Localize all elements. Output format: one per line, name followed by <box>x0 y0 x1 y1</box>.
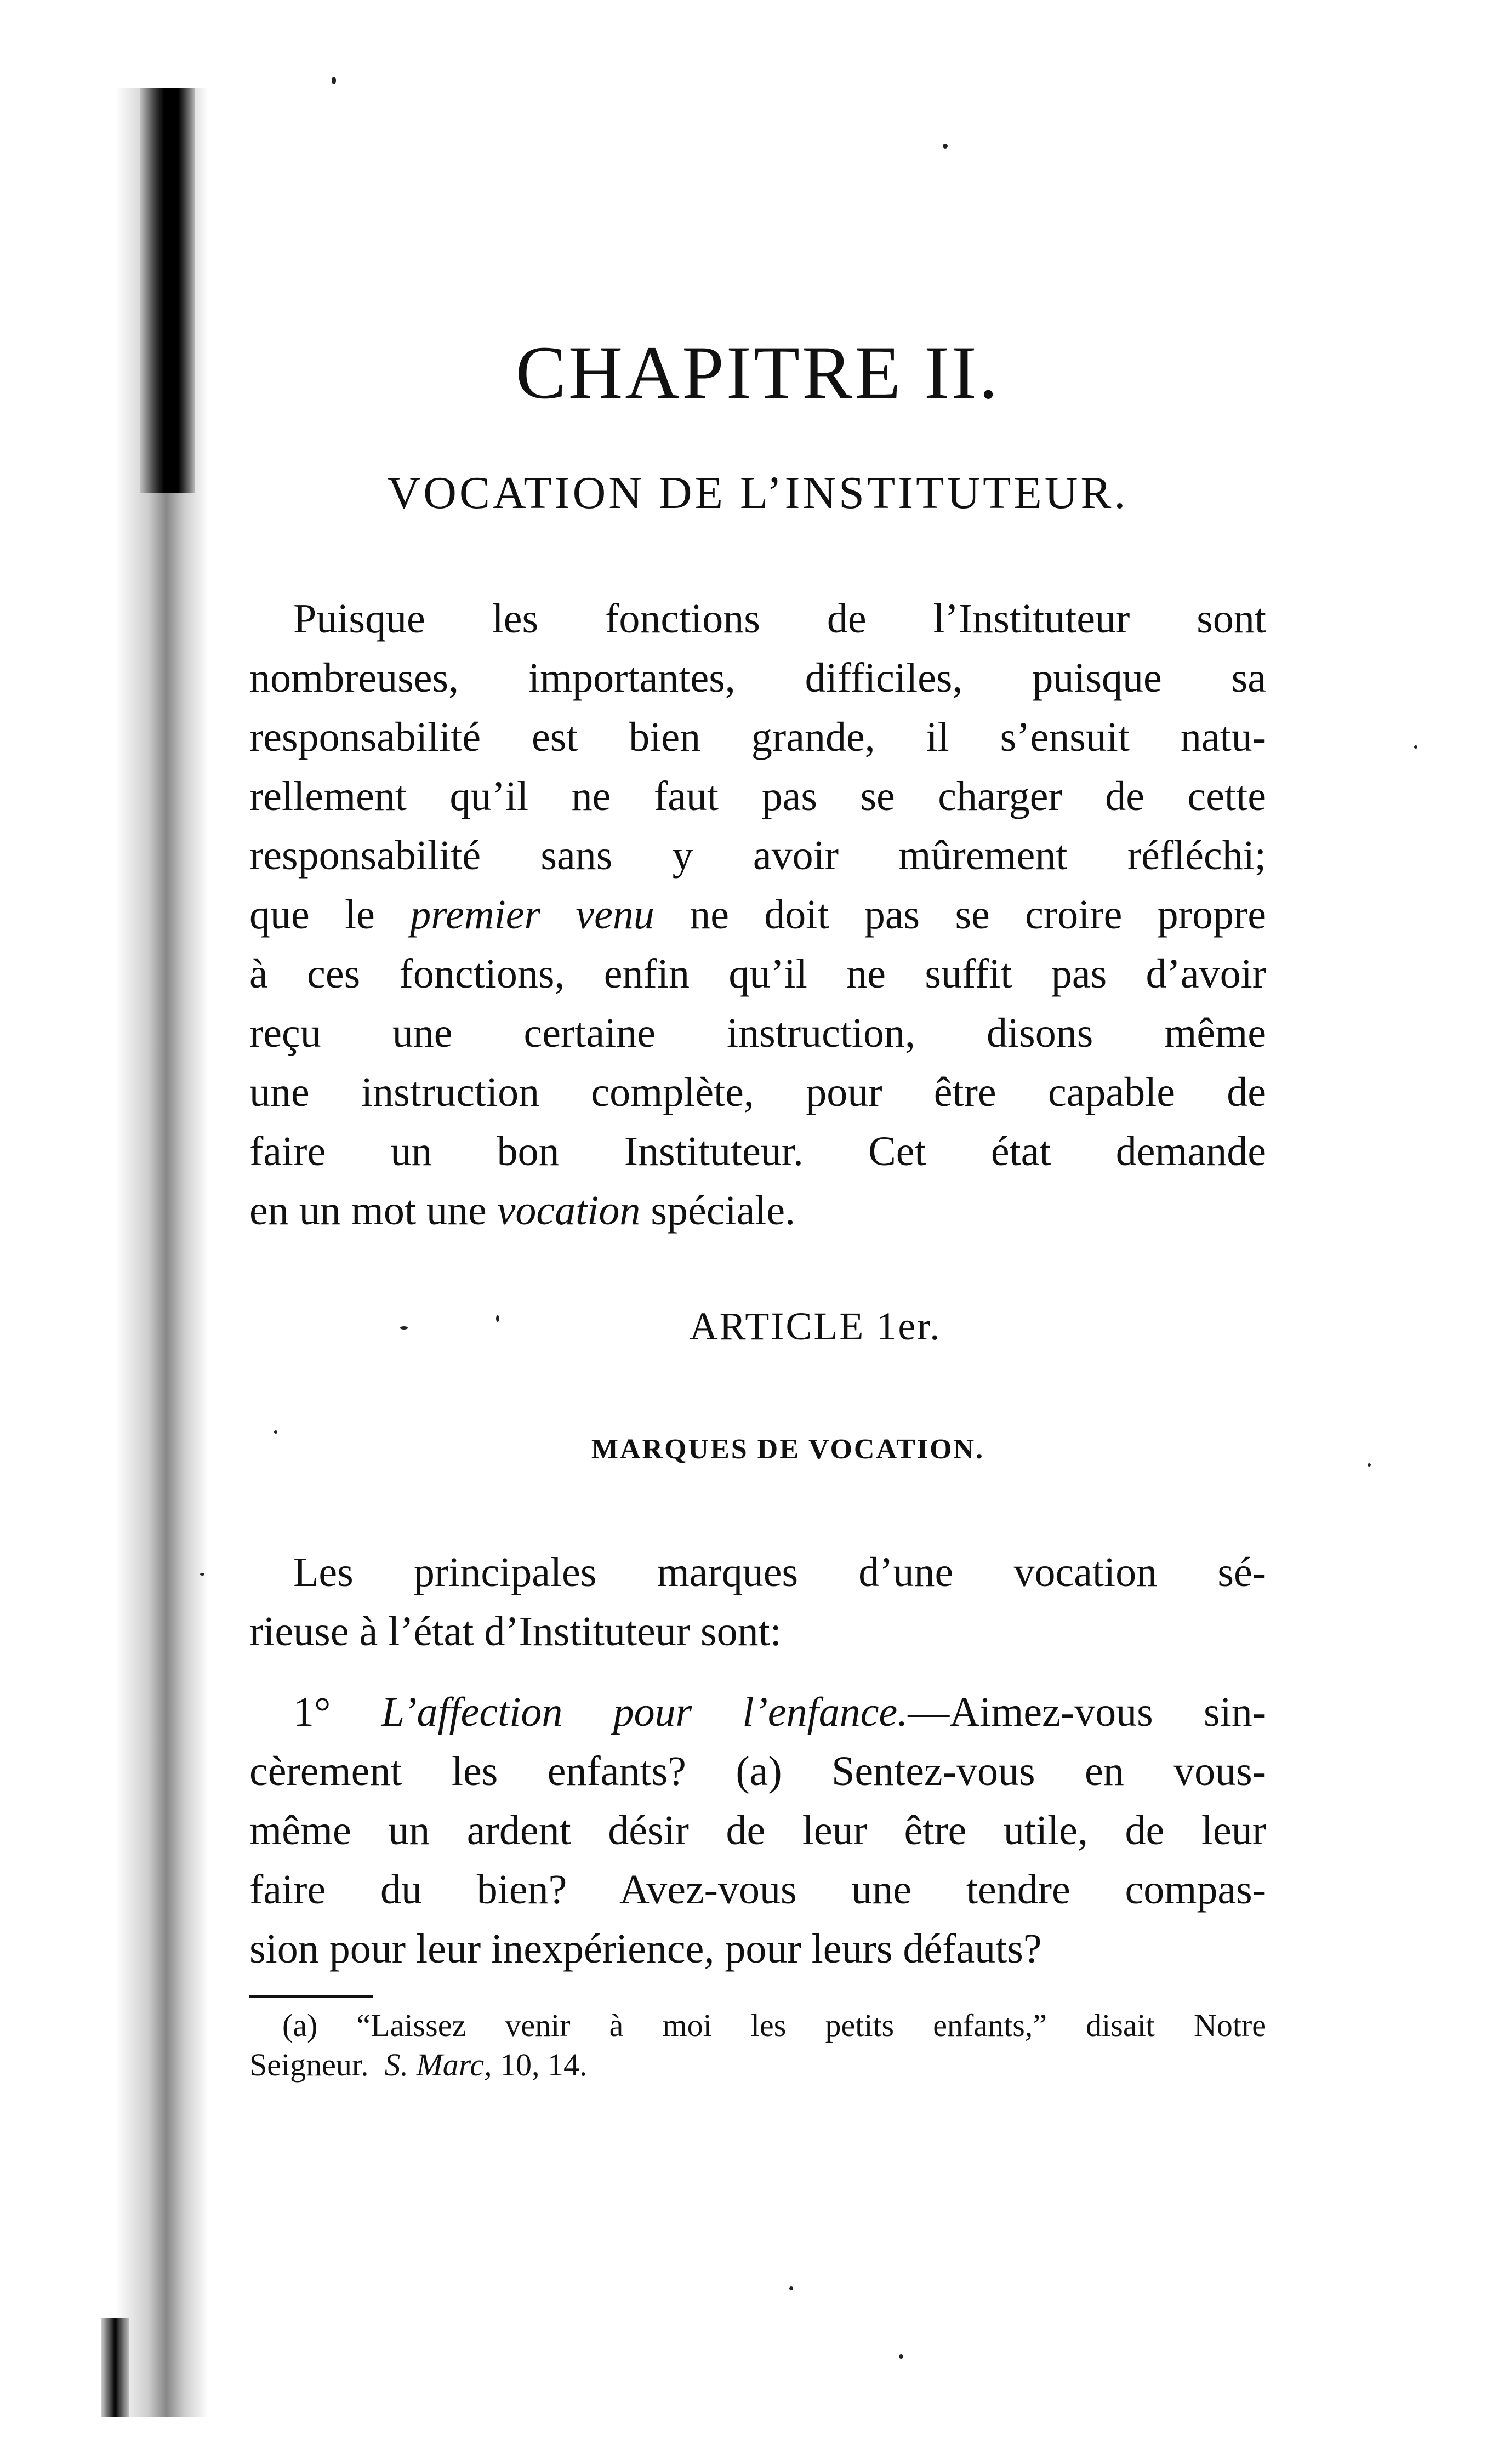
affection-line-1 <box>249 1682 1266 1742</box>
scan-speck <box>1414 745 1417 749</box>
footnote <box>249 2006 1266 2085</box>
intro-line-8: reçu une certaine instruction, disons même <box>249 1010 1266 1056</box>
marks-paragraph <box>249 1543 1266 1661</box>
chapter-subtitle: VOCATION DE L’INSTITUTEUR. <box>387 467 1129 518</box>
binding-edge-bottom <box>101 2318 129 2417</box>
intro-line-11: en un mot une vocation spéciale. <box>249 1188 796 1234</box>
affection-line-1-rest: —Aimez-vous sin- <box>908 1689 1266 1735</box>
scan-speck <box>274 1430 277 1434</box>
scan-speck <box>1368 1463 1371 1467</box>
affection-line-2: cèrement les enfants? (a) Sentez-vous en vous- <box>249 1748 1266 1794</box>
affection-paragraph <box>249 1682 1266 1978</box>
italic-phrase: vocation <box>497 1188 641 1234</box>
intro-line-2: nombreuses, importantes, difficiles, puisque sa <box>249 655 1266 701</box>
intro-line-5: responsabilité sans y avoir mûrement réfléchi; <box>249 832 1266 879</box>
footnote-quote: “Laissez venir à moi les petits enfants,” disait Notre <box>356 2007 1267 2043</box>
scan-speck <box>332 77 336 84</box>
item-title: L’affection pour l’enfance. <box>381 1689 908 1735</box>
footnote-marker: (a) <box>282 2007 318 2043</box>
footnote-rule <box>249 1995 373 1998</box>
affection-line-4: faire du bien? Avez-vous une tendre compas- <box>249 1867 1266 1913</box>
scan-speck <box>899 2354 903 2359</box>
footnote-line-2 <box>249 2045 1266 2085</box>
footnote-citation-ref: 10, 14. <box>499 2047 588 2083</box>
marks-line-2: rieuse à l’état d’Instituteur sont: <box>249 1609 782 1655</box>
article-heading: ARTICLE 1er. <box>689 1304 942 1348</box>
intro-line-9: une instruction complète, pour être capable de <box>249 1069 1266 1115</box>
marks-line-1: Les principales marques d’une vocation sé- <box>293 1549 1266 1595</box>
binding-edge-dark <box>140 88 195 493</box>
intro-line-3: responsabilité est bien grande, il s’ensuit natu- <box>249 714 1266 760</box>
scan-speck <box>789 2286 793 2290</box>
scan-speck <box>943 144 948 149</box>
chapter-title: CHAPITRE II. <box>515 330 1000 414</box>
item-number: 1° <box>293 1689 331 1735</box>
intro-line-1: Puisque les fonctions de l’Instituteur sont <box>293 596 1266 642</box>
intro-line-10: faire un bon Instituteur. Cet état demande <box>249 1128 1266 1174</box>
scan-speck <box>496 1315 499 1322</box>
footnote-citation-book: S. Marc, <box>384 2047 492 2083</box>
intro-paragraph <box>249 589 1266 1240</box>
footnote-line-1 <box>249 2006 1266 2045</box>
intro-line-7: à ces fonctions, enfin qu’il ne suffit pas d’avoir <box>249 951 1266 997</box>
italic-phrase: premier venu <box>410 892 654 938</box>
intro-line-6: que le premier venu ne doit pas se croire propre <box>249 892 1266 938</box>
intro-line-4: rellement qu’il ne faut pas se charger de cette <box>249 773 1266 819</box>
affection-line-5: sion pour leur inexpérience, pour leurs défauts? <box>249 1926 1042 1972</box>
scan-speck <box>400 1326 408 1330</box>
section-heading: MARQUES DE VOCATION. <box>591 1434 985 1465</box>
affection-line-3: même un ardent désir de leur être utile, de leur <box>249 1807 1266 1853</box>
footnote-citation-prefix: Seigneur. <box>249 2047 369 2083</box>
scan-speck <box>200 1573 204 1576</box>
